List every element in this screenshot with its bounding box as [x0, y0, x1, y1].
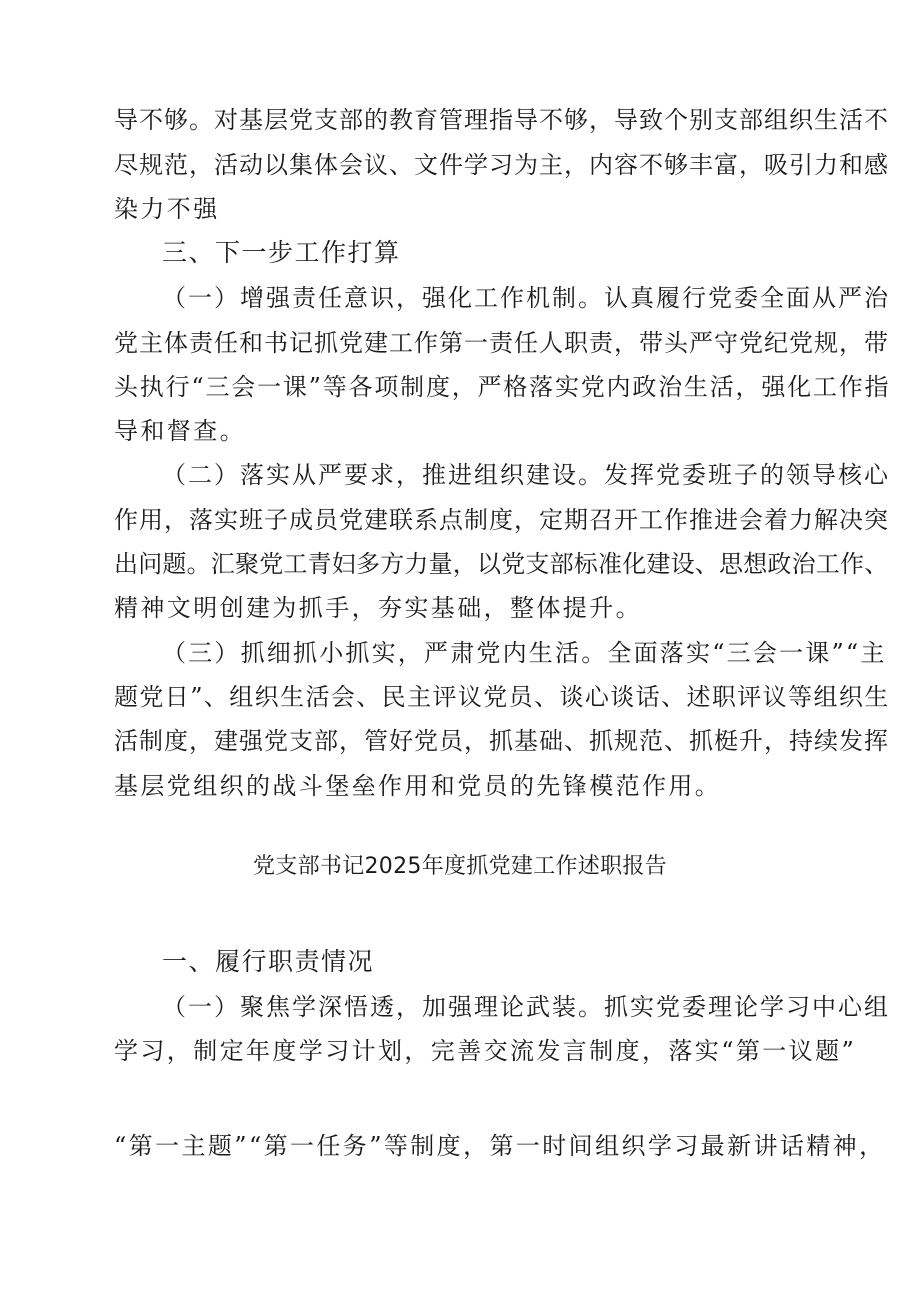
paragraph-line: 学习，制定年度学习计划，完善交流发言制度，落实“第一议题”	[114, 1037, 857, 1065]
paragraph-line: 头执行“三会一课”等各项制度，严格落实党内政治生活，强化工作指	[114, 373, 891, 401]
paragraph-line: 导不够。对基层党支部的教育管理指导不够，导致个别支部组织生活不	[114, 106, 889, 134]
paragraph-line: 导和督查。	[114, 417, 246, 445]
paragraph-line: 党主体责任和书记抓党建工作第一责任人职责，带头严守党纪党规，带	[114, 329, 889, 357]
paragraph-line: 题党日”、组织生活会、民主评议党员、谈心谈话、述职评议等组织生	[114, 683, 890, 711]
paragraph-line: （一）聚焦学深悟透，加强理论武装。抓实党委理论学习中心组	[162, 993, 890, 1021]
paragraph-line: “第一主题”“第一任务”等制度，第一时间组织学习最新讲话精神，	[114, 1132, 886, 1160]
section-heading: 三、下一步工作打算	[162, 238, 401, 267]
paragraph-line: 基层党组织的战斗堡垒作用和党员的先锋模范作用。	[114, 772, 722, 800]
paragraph-line: 染力不强	[114, 195, 220, 223]
paragraph-line: （二）落实从严要求，推进组织建设。发挥党委班子的领导核心	[162, 461, 890, 489]
paragraph-line: 作用，落实班子成员党建联系点制度，定期召开工作推进会着力解决突	[114, 506, 889, 534]
report-title: 党支部书记2025年度抓党建工作述职报告	[253, 854, 667, 879]
paragraph-line: （一）增强责任意识，强化工作机制。认真履行党委全面从严治	[162, 284, 890, 312]
paragraph-line: 精神文明创建为抓手，夯实基础，整体提升。	[114, 594, 642, 622]
paragraph-line: （三）抓细抓小抓实，严肃党内生活。全面落实“三会一课”“主	[162, 639, 887, 667]
paragraph-line: 活制度，建强党支部，管好党员，抓基础、抓规范、抓梃升，持续发挥	[114, 727, 889, 755]
paragraph-line: 出问题。汇聚党工青妇多方力量，以党支部标准化建设、思想政治工作、	[114, 550, 889, 578]
section-heading: 一、履行职责情况	[162, 947, 375, 976]
paragraph-line: 尽规范，活动以集体会议、文件学习为主，内容不够丰富，吸引力和感	[114, 151, 889, 179]
